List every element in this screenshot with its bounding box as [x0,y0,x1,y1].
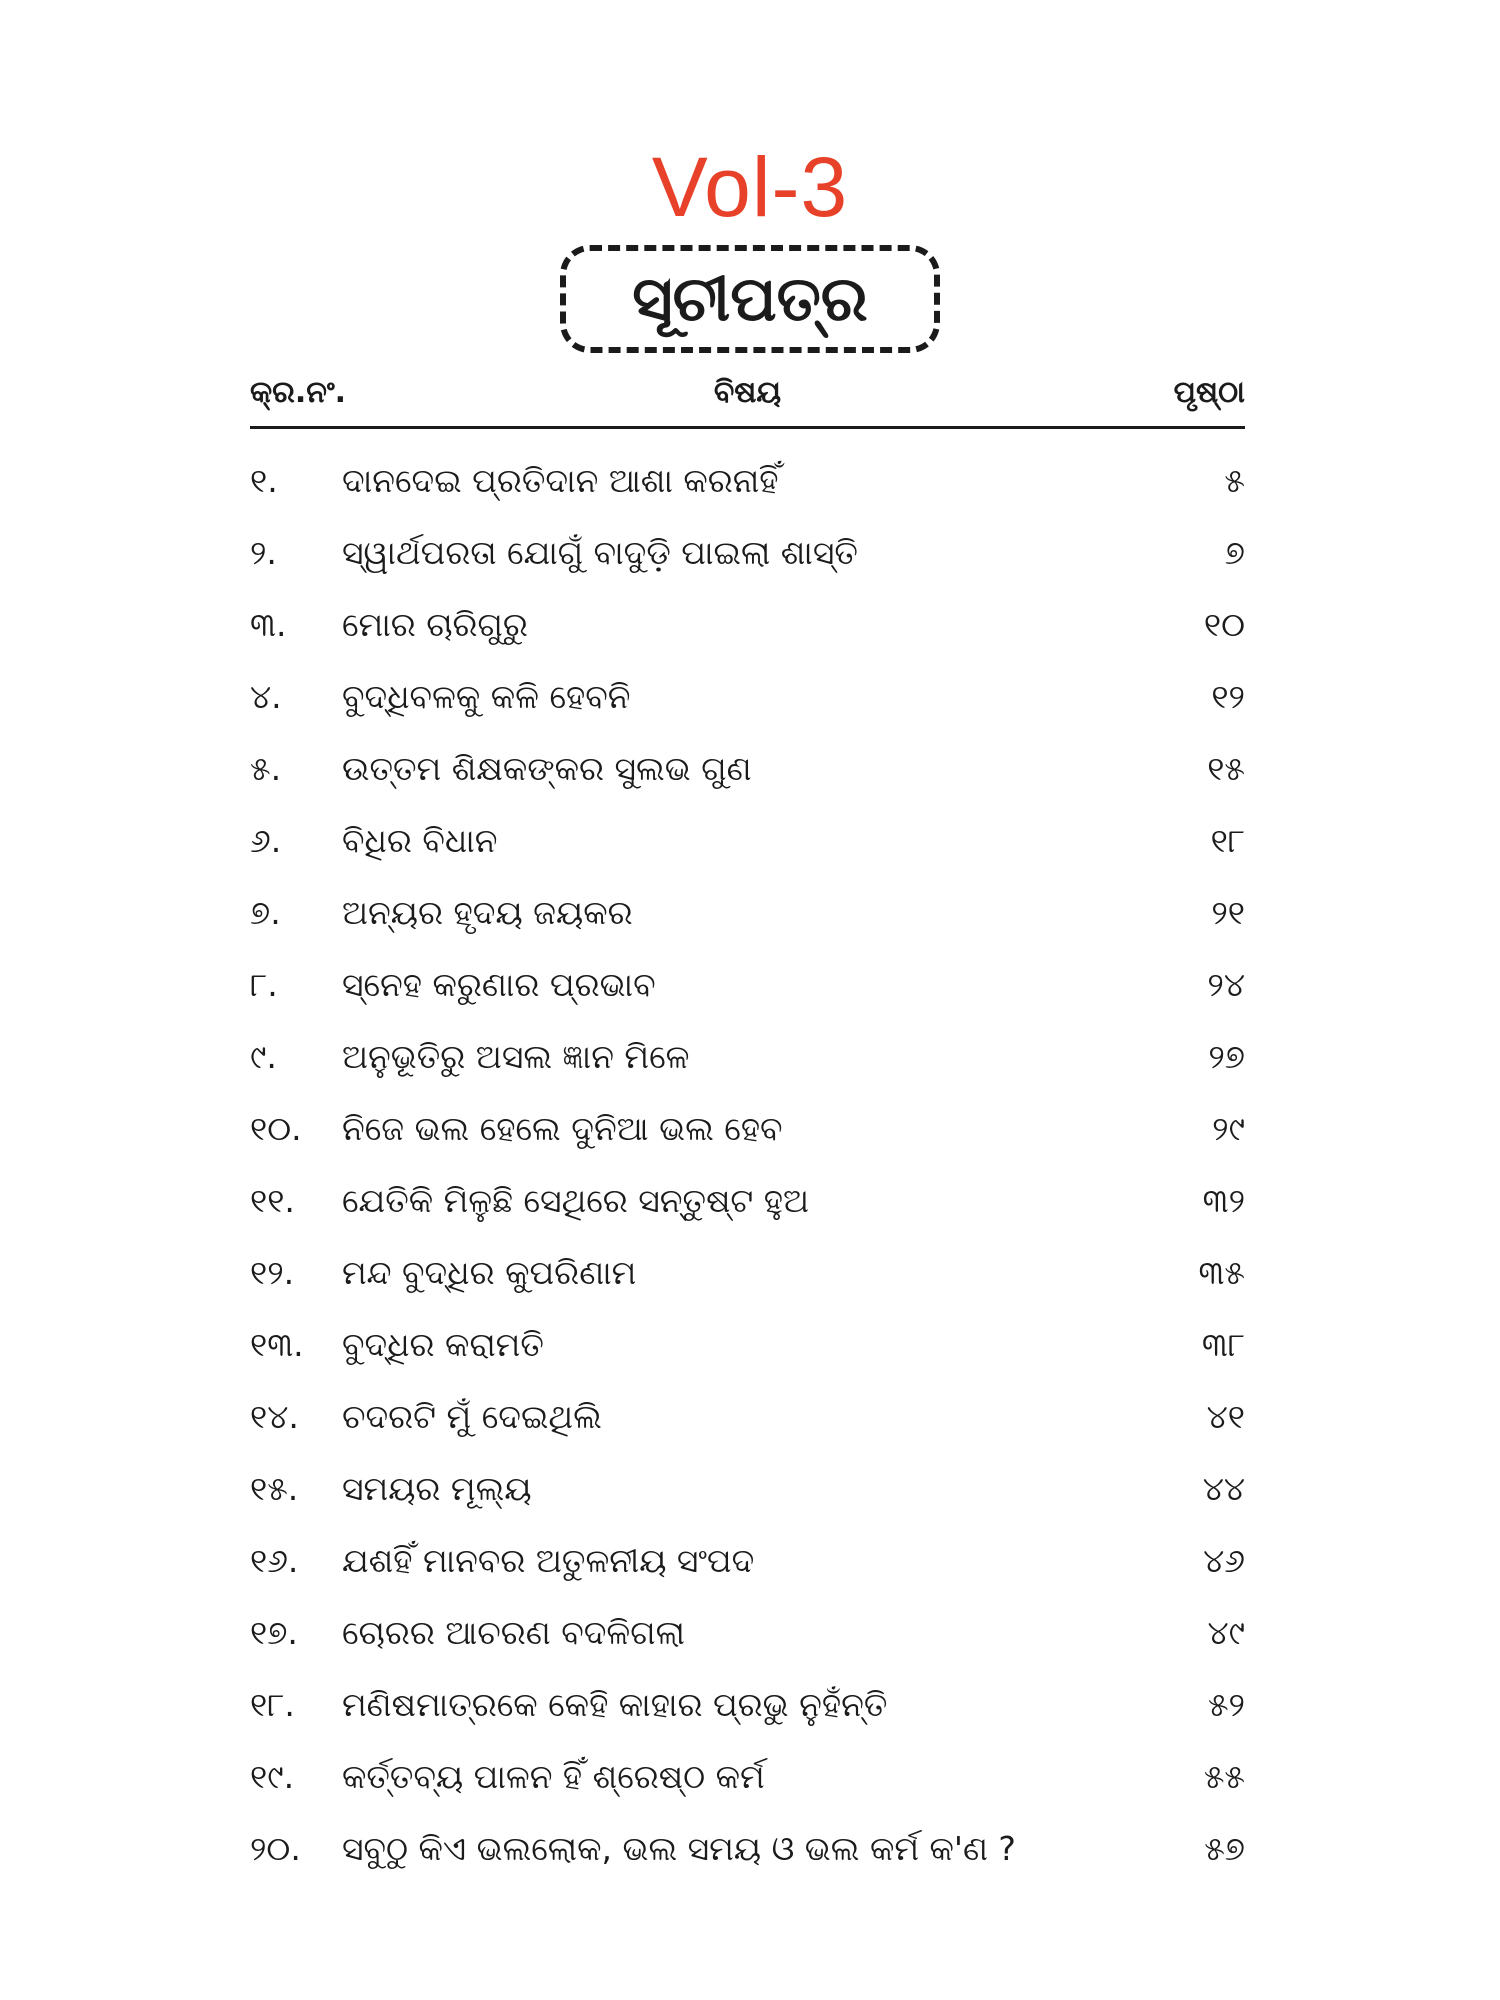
entry-title: ମୋର ଚାରିଗୁରୁ [342,605,528,644]
entry-number: ୧୨. [250,1253,295,1292]
entry-title: ଚୋରର ଆଚରଣ ବଦଳିଗଲା [342,1613,685,1652]
entry-page: ୫୨ [1207,1685,1245,1724]
header-page: ପୃଷ୍ଠା [1173,375,1245,410]
entry-number: ୨. [250,533,277,572]
contents-row [250,1741,1245,1813]
entry-number: ୮. [250,965,278,1004]
entry-page: ୪୯ [1207,1613,1245,1652]
entry-number: ୬. [250,821,282,860]
entry-page: ୪୪ [1202,1469,1245,1508]
entry-title: ନିଜେ ଭଲ ହେଲେ ଦୁନିଆ ଭଲ ହେବ [342,1109,783,1148]
entry-number: ୭. [250,893,281,932]
table-header [250,375,1245,427]
entry-title: ମଣିଷମାତ୍ରକେ କେହି କାହାର ପ୍ରଭୁ ନୁହଁନ୍ତି [342,1685,888,1724]
entry-page: ୩୮ [1201,1325,1245,1364]
contents-row [250,1597,1245,1669]
entry-number: ୧୮. [250,1685,295,1724]
entry-number: ୧୬. [250,1541,299,1580]
contents-row [250,1813,1245,1885]
entry-title: ଦାନଦେଇ ପ୍ରତିଦାନ ଆଶା କରନାହିଁ [342,461,779,500]
entry-page: ୪୬ [1203,1541,1245,1580]
entry-title: ଯେତିକି ମିଳୁଛି ସେଥିରେ ସନ୍ତୁଷ୍ଟ ହୁଅ [342,1181,810,1220]
entry-number: ୧୫. [250,1469,299,1508]
contents-row [250,1453,1245,1525]
entry-number: ୩. [250,605,287,644]
entry-title: ସବୁଠୁ କିଏ ଭଲଲୋକ, ଭଲ ସମୟ ଓ ଭଲ କର୍ମ କ'ଣ ? [342,1829,1016,1868]
contents-row [250,877,1245,949]
entry-page: ୧୦ [1203,605,1245,644]
entry-number: ୨୦. [250,1829,301,1868]
entry-number: ୧. [250,461,278,500]
entry-page: ୩୨ [1202,1181,1245,1220]
header-subject: ବିଷୟ [713,375,782,410]
entry-page: ୫ [1224,461,1245,500]
entry-title: ସ୍ୱାର୍ଥପରତା ଯୋଗୁଁ ବାଦୁଡ଼ି ପାଇଲା ଶାସ୍ତି [342,533,858,572]
entry-title: ବୁଦ୍ଧିର କରାମତି [342,1325,544,1364]
entry-title: ମନ୍ଦ ବୁଦ୍ଧିର କୁପରିଣାମ [342,1253,637,1292]
header-divider [250,426,1245,429]
entry-title: ଯଶହିଁ ମାନବର ଅତୁଳନୀୟ ସଂପଦ [342,1541,755,1580]
entry-page: ୧୮ [1210,821,1245,860]
entry-title: ଅନ୍ୟର ହୃଦୟ ଜୟକର [342,893,633,932]
contents-row [250,661,1245,733]
entry-page: ୨୧ [1211,893,1245,932]
entry-title: ଚଦରଟି ମୁଁ ଦେଇଥିଲି [342,1397,602,1436]
entry-number: ୯. [250,1037,277,1076]
entry-page: ୨୯ [1212,1109,1245,1148]
entry-number: ୧୭. [250,1613,298,1652]
contents-row [250,949,1245,1021]
contents-list [250,445,1245,1885]
entry-page: ୨୪ [1207,965,1245,1004]
contents-row [250,733,1245,805]
contents-row [250,1165,1245,1237]
entry-page: ୫୭ [1204,1829,1245,1868]
volume-label: Vol-3 [651,140,849,234]
entry-title: ସ୍ନେହ କରୁଣାର ପ୍ରଭାବ [342,965,656,1004]
entry-page: ୩୫ [1198,1253,1245,1292]
contents-row [250,1021,1245,1093]
contents-row [250,1525,1245,1597]
contents-row [250,1093,1245,1165]
contents-row [250,805,1245,877]
entry-page: ୪୧ [1206,1397,1245,1436]
entry-page: ୨୭ [1208,1037,1245,1076]
entry-title: ସମୟର ମୂଲ୍ୟ [342,1469,532,1508]
entry-title: ଅନୁଭୂତିରୁ ଅସଲ ଜ୍ଞାନ ମିଳେ [342,1037,690,1076]
entry-title: କର୍ତ୍ତବ୍ୟ ପାଳନ ହିଁ ଶ୍ରେଷ୍ଠ କର୍ମ [342,1757,765,1796]
contents-row [250,1237,1245,1309]
page-title: ସୂଚୀପତ୍ର [632,262,868,335]
entry-title: ବିଧିର ବିଧାନ [342,821,498,860]
entry-number: ୧୦. [250,1109,302,1148]
entry-page: ୭ [1224,533,1245,572]
contents-row [250,445,1245,517]
entry-number: ୧୧. [250,1181,295,1220]
entry-page: ୫୫ [1203,1757,1245,1796]
entry-title: ବୁଦ୍ଧିବଳକୁ କଳି ହେବନି [342,677,631,716]
contents-row [250,589,1245,661]
entry-page: ୧୨ [1211,677,1245,716]
contents-row [250,1669,1245,1741]
entry-page: ୧୫ [1207,749,1245,788]
contents-row [250,1309,1245,1381]
entry-number: ୧୯. [250,1757,295,1796]
entry-number: ୪. [250,677,282,716]
header-number: କ୍ର.ନଂ. [250,375,347,410]
title-frame [560,245,940,353]
entry-title: ଉତ୍ତମ ଶିକ୍ଷକଙ୍କର ସୁଲଭ ଗୁଣ [342,749,752,788]
entry-number: ୧୪. [250,1397,299,1436]
entry-number: ୫. [250,749,282,788]
contents-row [250,517,1245,589]
contents-row [250,1381,1245,1453]
entry-number: ୧୩. [250,1325,304,1364]
